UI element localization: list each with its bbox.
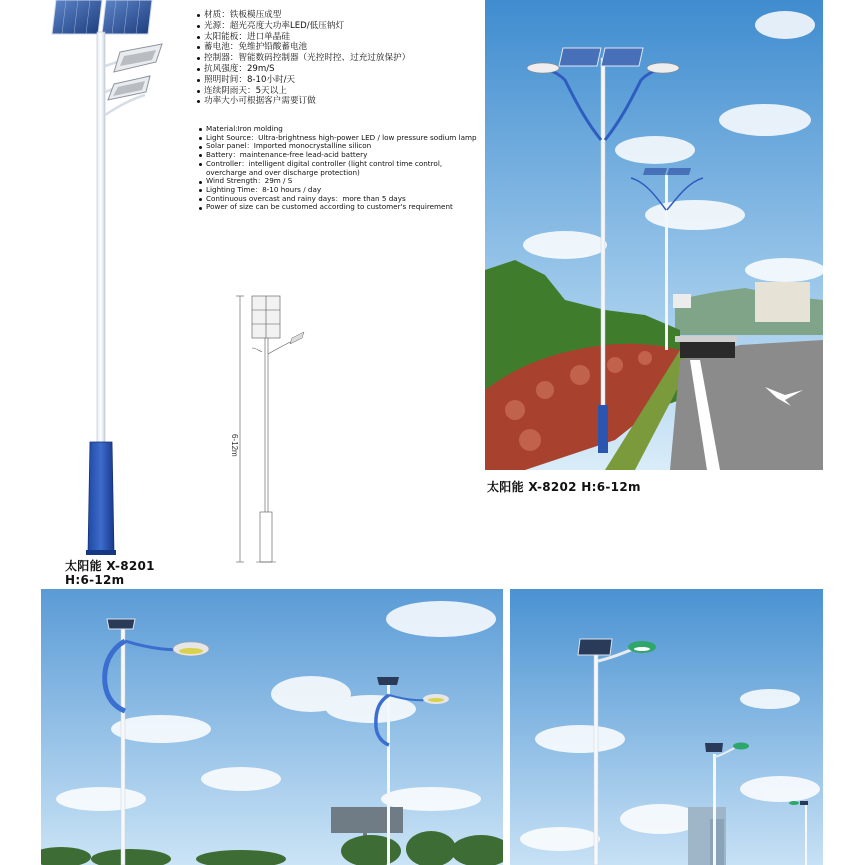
spec-cn-item: 功率大小可根据客户需要订做	[197, 96, 487, 107]
spec-cn-item: 蓄电池：免维护铅酸蓄电池	[197, 42, 487, 53]
product-8201-illustration	[50, 0, 180, 556]
solar-panel-icon	[578, 639, 612, 655]
solar-panel-icon	[52, 0, 152, 34]
spec-en-item: Lighting Time：8-10 hours / day	[199, 186, 484, 195]
spec-cn-item: 太阳能板：进口单晶硅	[197, 32, 487, 43]
specs-chinese	[197, 10, 487, 107]
spec-cn-item: 材质：铁板模压成型	[197, 10, 487, 21]
product-photo-bottom-right	[510, 589, 823, 865]
spec-en-item: Controller：intelligent digital controller (light control time control, overcharge and over discharge protection)	[199, 160, 484, 177]
spec-cn-item: 光源：超光亮度大功率LED/低压钠灯	[197, 21, 487, 32]
spec-cn-item: 抗风强度：29m/S	[197, 64, 487, 75]
lamp-head-icon	[108, 44, 162, 100]
product-8201-name: 太阳能 X-8201	[65, 559, 155, 573]
product-photo-bottom-left	[41, 589, 503, 865]
spec-en-item: Material:Iron molding	[199, 125, 484, 134]
dimension-label: 6-12m	[230, 434, 239, 457]
product-8201-height: H:6-12m	[65, 573, 125, 587]
dimension-drawing	[222, 290, 312, 565]
spec-en-item: Battery：maintenance-free lead-acid battery	[199, 151, 484, 160]
spec-en-item: Power of size can be customed according to customer's requirement	[199, 203, 484, 212]
spec-en-item: Continuous overcast and rainy days：more than 5 days	[199, 195, 484, 204]
spec-cn-item: 照明时间：8-10小时/天	[197, 75, 487, 86]
product-8202-photo	[485, 0, 823, 470]
product-8202-caption: 太阳能 X-8202 H:6-12m	[487, 480, 641, 494]
spec-en-item: Solar panel：Imported monocrystalline silicon	[199, 142, 484, 151]
specs-english	[199, 125, 484, 212]
spec-cn-item: 控制器：智能数码控制器（光控时控、过充过放保护）	[197, 53, 487, 64]
spec-cn-item: 连续阴雨天：5天以上	[197, 86, 487, 97]
spec-en-item: Wind Strength：29m / S	[199, 177, 484, 186]
spec-en-item: Light Source：Ultra-brightness high-power LED / low pressure sodium lamp	[199, 134, 484, 143]
